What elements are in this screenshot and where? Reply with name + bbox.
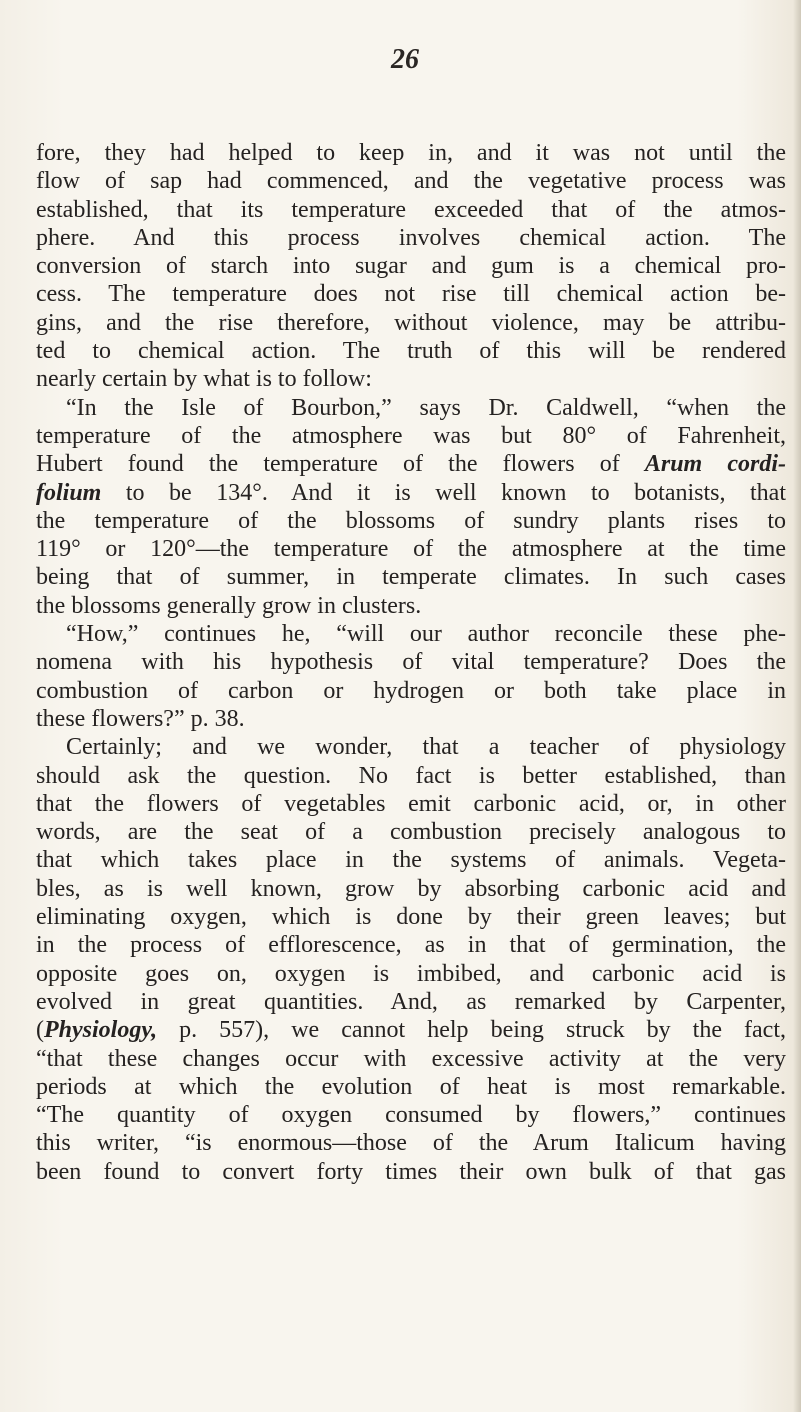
- page-edge-shadow: [793, 0, 801, 1412]
- text-line: that the flowers of vegetables emit carbonic acid, or, in other: [36, 790, 786, 817]
- text-line: established, that its temperature exceeded that of the atmos-: [36, 196, 786, 223]
- text-line: ted to chemical action. The truth of this will be rendered: [36, 338, 786, 365]
- text-line: that which takes place in the systems of animals. Vegeta-: [36, 847, 786, 874]
- text-line: periods at which the evolution of heat is most remarkable.: [36, 1073, 786, 1100]
- text-line: the blossoms generally grow in clusters.: [36, 592, 422, 619]
- italic-term: Physiology,: [44, 1017, 158, 1044]
- text-segment: p. 557), we cannot help being struck by the fact,: [157, 1017, 786, 1044]
- text-line: flow of sap had commenced, and the vegetative process was: [36, 168, 786, 195]
- text-line: being that of summer, in temperate climates. In such cases: [36, 564, 786, 591]
- text-line: bles, as is well known, grow by absorbing carbonic acid and: [36, 875, 786, 902]
- text-line: evolved in great quantities. And, as remarked by Carpenter,: [36, 988, 786, 1015]
- text-line: words, are the seat of a combustion precisely analogous to: [36, 819, 786, 846]
- text-segment: to be 134°. And it is well known to botanists, that: [101, 479, 786, 506]
- text-line: nearly certain by what is to follow:: [36, 366, 372, 393]
- text-line: this writer, “is enormous—those of the Arum Italicum having: [36, 1130, 786, 1157]
- text-segment: Hubert found the temperature of the flowers of: [36, 451, 645, 478]
- italic-term: folium: [36, 479, 102, 506]
- text-line: temperature of the atmosphere was but 80° of Fahrenheit,: [36, 422, 786, 449]
- text-line: 119° or 120°—the temperature of the atmosphere at the time: [36, 536, 786, 563]
- text-line: the temperature of the blossoms of sundry plants rises to: [36, 507, 786, 534]
- text-line: in the process of efflorescence, as in that of germination, the: [36, 932, 786, 959]
- text-line: “The quantity of oxygen consumed by flowers,” continues: [36, 1102, 786, 1129]
- text-line: “How,” continues he, “will our author reconcile these phe-: [66, 621, 786, 648]
- text-line: [36, 479, 786, 507]
- text-line: opposite goes on, oxygen is imbibed, and carbonic acid is: [36, 960, 786, 987]
- text-line: should ask the question. No fact is better established, than: [36, 762, 786, 789]
- text-line: nomena with his hypothesis of vital temperature? Does the: [36, 649, 786, 676]
- text-line: Certainly; and we wonder, that a teacher of physiology: [66, 734, 786, 761]
- page-number: 26: [391, 44, 419, 75]
- text-line: cess. The temperature does not rise till chemical action be-: [36, 281, 786, 308]
- text-line: phere. And this process involves chemical action. The: [36, 224, 786, 251]
- text-line: been found to convert forty times their own bulk of that gas: [36, 1158, 786, 1185]
- text-line: [36, 450, 786, 478]
- body-text: [36, 139, 786, 1186]
- text-line: gins, and the rise therefore, without violence, may be attribu-: [36, 309, 786, 336]
- text-segment: (: [36, 1017, 44, 1044]
- italic-term: Arum cordi-: [644, 451, 787, 478]
- text-line: conversion of starch into sugar and gum is a chemical pro-: [36, 253, 786, 280]
- text-line: [36, 1016, 786, 1044]
- text-line: “In the Isle of Bourbon,” says Dr. Caldwell, “when the: [66, 394, 786, 421]
- text-line: eliminating oxygen, which is done by their green leaves; but: [36, 904, 786, 931]
- text-line: fore, they had helped to keep in, and it was not until the: [36, 140, 786, 166]
- text-line: “that these changes occur with excessive activity at the very: [36, 1045, 786, 1072]
- text-line: combustion of carbon or hydrogen or both take place in: [36, 677, 786, 704]
- text-line: these flowers?” p. 38.: [36, 705, 245, 732]
